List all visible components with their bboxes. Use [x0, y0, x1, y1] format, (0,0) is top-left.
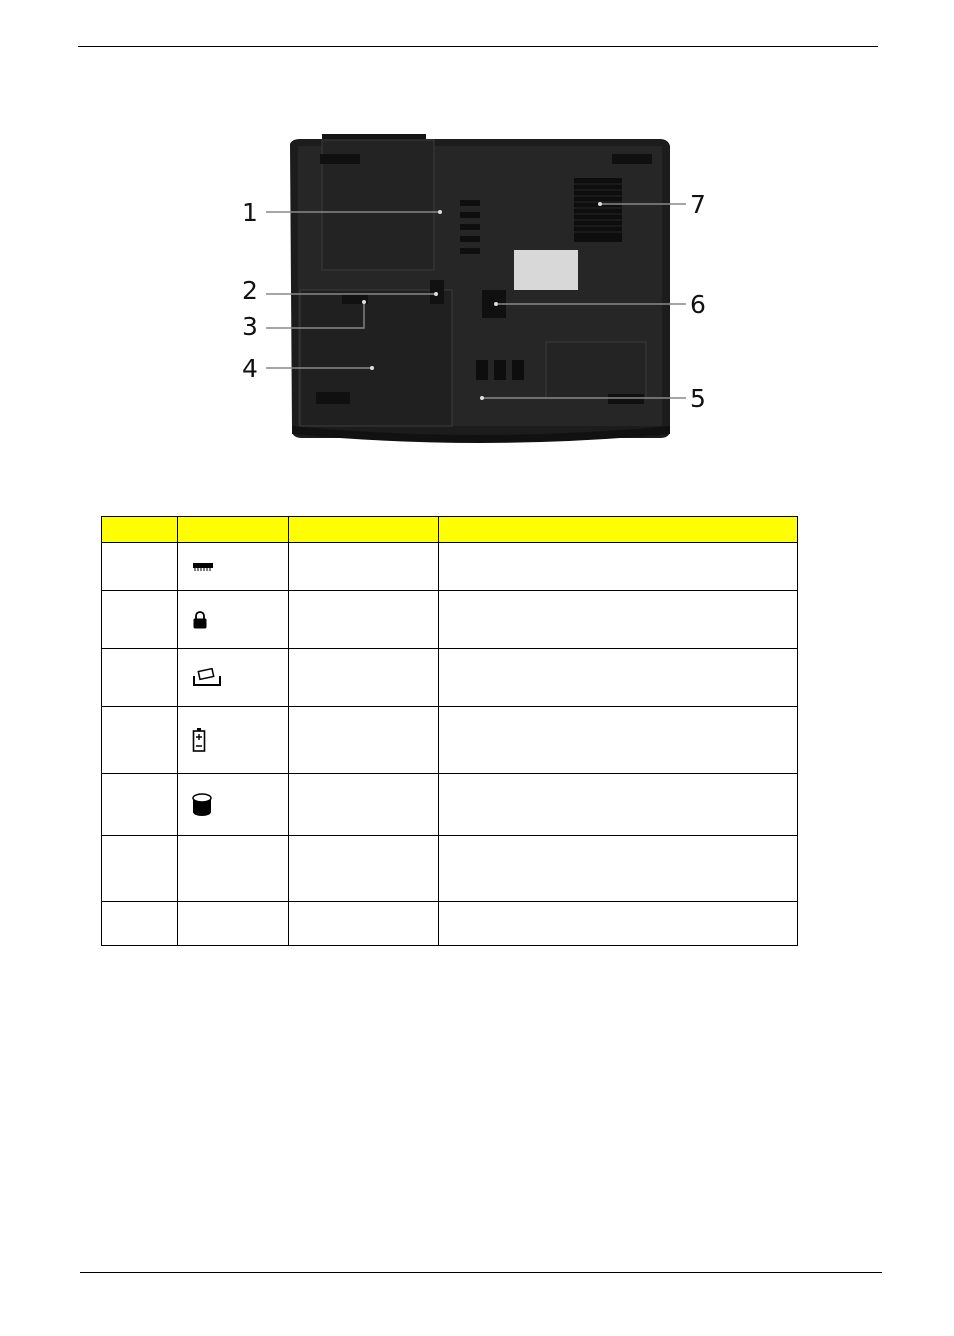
- parts-table: [101, 516, 798, 946]
- table-row: [102, 836, 798, 902]
- header-rule: [78, 46, 878, 47]
- laptop-bottom-illustration: [230, 130, 730, 450]
- callout-1: 1: [242, 198, 258, 227]
- callout-7: 7: [690, 190, 706, 219]
- memory-icon: [192, 561, 214, 573]
- table-row: [102, 543, 798, 591]
- footer-rule: [80, 1272, 882, 1273]
- table-row: [102, 902, 798, 946]
- callout-3: 3: [242, 312, 258, 341]
- header-cell-item: [289, 517, 439, 543]
- laptop-bottom-figure: [230, 130, 730, 450]
- padlock-icon: [192, 610, 208, 630]
- table-row: [102, 774, 798, 836]
- header-cell-description: [439, 517, 798, 543]
- battery-release-latch-icon: [192, 668, 222, 688]
- table-row: [102, 649, 798, 707]
- table-row: [102, 591, 798, 649]
- battery-icon: [192, 727, 206, 753]
- table-row: [102, 707, 798, 774]
- header-cell-no: [102, 517, 178, 543]
- callout-4: 4: [242, 354, 258, 383]
- header-cell-icon: [178, 517, 289, 543]
- hard-disk-icon: [192, 793, 212, 817]
- callout-5: 5: [690, 384, 706, 413]
- table-header-row: [102, 517, 798, 543]
- callout-6: 6: [690, 290, 706, 319]
- callout-2: 2: [242, 276, 258, 305]
